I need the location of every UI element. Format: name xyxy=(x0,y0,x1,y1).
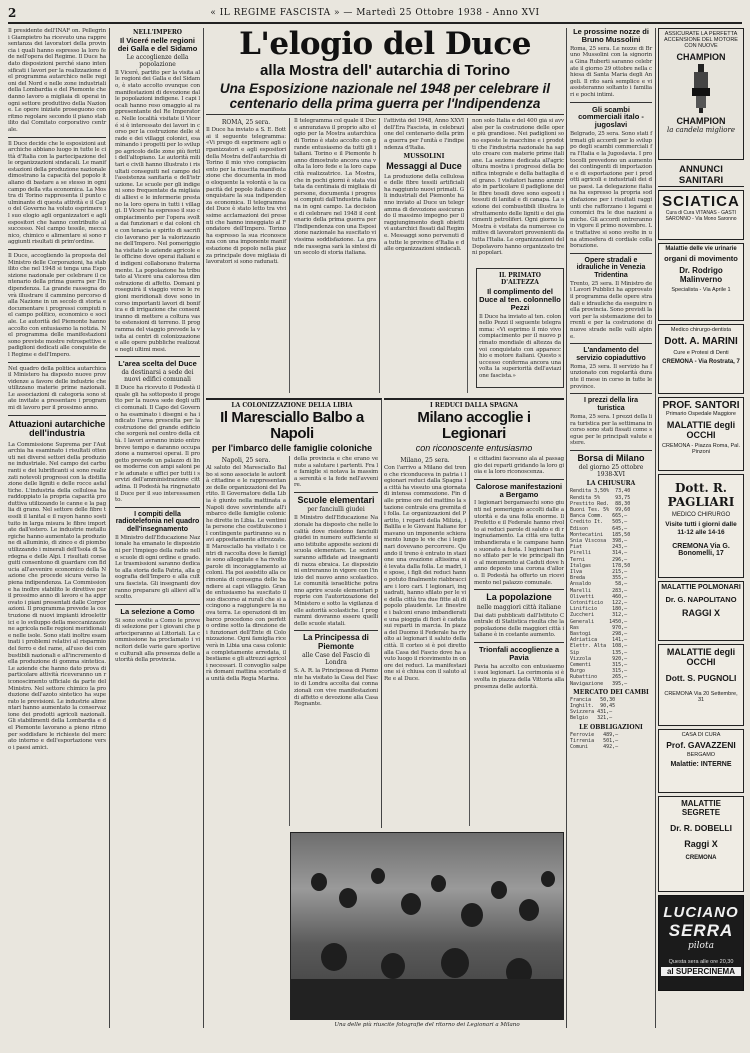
scambi-headline: Gli scambi commerciali italo - jugoslavi xyxy=(578,104,644,130)
libia-article xyxy=(206,398,382,828)
left-column xyxy=(8,28,110,1028)
legionari-photo xyxy=(290,832,564,1020)
marini-name: Dott. A. MARINI xyxy=(664,336,738,347)
body-text: Il Duce ha ricevuto il Podestà il quale gli ha sottoposto il progetto per la nuova sede degli uffici comunali. Il Capo del Governo ha esaminato i disegni e ha indicato l'area prescelta per la costruzione del grande edificio che sorgerà nel centro della città. I lavori avranno inizio entro breve tempo e daranno occupazione a numerosi operai. Il progetto prevede un palazzo di linee moderne con ampi saloni per le adunate e uffici per tutti i servizi dell'amministrazione cittadina. Il Podestà ha ringraziato il Duce per il suo interessamento. xyxy=(115,385,200,504)
body-text: Roma, 25 sera. Il servizio ha funzionato con regolarità durante il mese in corso in tutte le province. xyxy=(570,363,652,390)
champion-brand: CHAMPION xyxy=(676,52,726,62)
body-text: La Commissione Suprema per l'Autarchia ha esaminato i risultati ottenuti nei diversi settori della produzione industriale. Nel campo dei carburanti e dei lubrificanti si sono realizzati notevoli progressi con la distillazione delle ligniti e delle rocce asfaltiche. L'industria della cellulosa ha raddoppiato la propria capacità produttiva utilizzando le canne e la paglia di grano. Nel settore delle fibre tessili il lanital e il rayon hanno sostituito in larga misura le fibre importate dall'estero. Le industrie metallurgiche hanno aumentato la produzione di alluminio, di zinco e di piombo utilizzando i minerali dell'Isola di Sardegna e delle Alpi. I risultati conseguiti consentono di guardare con fiducia all'avvenire economico della Nazione che procede sicura verso la piena indipendenza. La Commissione ha inoltre stabilito le direttive per il prossimo anno di lavoro e ha approvato i piani presentati dalle Corporazioni. Il programma prevede la costruzione di nuovi impianti idroelettrici e lo sviluppo della meccanizzazione agricola nelle regioni meridionali e nelle isole. Sono stati inoltre esaminati i problemi relativi al risparmio del ferro e del rame, all'uso dei combustibili nazionali e all'incremento della produzione di gomma sintetica. Le aziende che hanno dato prova di particolare attività riceveranno un riconoscimento ufficiale da parte del Ministro. Nel settore chimico la produzione dell'azoto sintetico ha superato le previsioni. Le industrie alimentari hanno aumentato la conservazione dei prodotti agricoli nazionali. Gli stabilimenti della Lombardia e del Piemonte lavorano a pieno ritmo per soddisfare le richieste del mercato interno e dell'esportazione verso i paesi amici. xyxy=(8,441,106,751)
gavazzeni-name: Prof. GAVAZZENI xyxy=(666,740,736,750)
luciano-serra-ad xyxy=(658,895,744,991)
body-text: non solo Italia e del 400 già si avvalse per la costruzione delle opere più grandiose. Nei padiglioni sono esposte le macchine e i prodotti che l'industria nazionale ha saputo creare con materie prime italiane. La sezione dedicata all'agricoltura mostra i progressi della bonifica integrale e della battaglia del grano. I visitatori hanno ammirato in particolare il padiglione delle fibre tessili dove sono esposti i tessuti di lanital e di canapa. La sezione dei combustibili illustra lo sfruttamento delle ligniti e dei giacimenti petroliferi. Ogni giorno la Mostra è visitata da numerose comitive di lavoratori provenienti da tutta l'Italia. Le organizzazioni del Dopolavoro hanno organizzato treni popolari. xyxy=(472,118,564,257)
napolitano-line1: MALATTIE POLMONARI xyxy=(661,584,741,591)
body-text: I legionari bergamaschi sono giunti nel pomeriggio accolti dalle autorità e da una folla enorme. Il Prefetto e il Federale hanno rivolto ai reduci parole di saluto e di ringraziamento. La città era tutta imbandierata e le campane hanno suonato a festa. I legionari hanno sfilato per le vie principali fino al monumento ai Caduti dove hanno deposto una corona d'alloro. Il Podestà ha offerto un ricevimento nel palazzo comunale. xyxy=(474,500,564,586)
spagna-kicker: I REDUCI DALLA SPAGNA xyxy=(430,402,518,409)
body-text: Il Viceré, partito per la visita alle regioni dei Galla e del Sidamo, è stato accolto ovunque con manifestazioni di devozione dalle popolazioni indigene. I capi locali hanno reso omaggio al rappresentante del Re Imperatore. Nelle località visitate il Viceré si è interessato dei lavori in corso per la costruzione delle strade e dei villaggi colonici, esaminando i progetti per lo sviluppo agricolo delle zone più fertili dell'altopiano. Le autorità militari e civili hanno illustrato i risultati conseguiti nel campo dell'assistenza sanitaria e dell'istruzione. Le scuole per gli indigeni sono frequentate da migliaia di allievi e le infermerie prestano la loro opera in tutti i villaggi. Il Viceré ha espresso il suo compiacimento per l'opera svolta dai funzionari e dai coloni che con tenacia e spirito di sacrificio lavorano per la valorizzazione dell'Impero. Nel pomeriggio ha visitato le aziende agricole e le officine dove operai italiani ed indigeni collaborano fraternamente. La popolazione ha tributato al Viceré una calorosa dimostrazione di affetto. Domani proseguirà il viaggio verso le regioni meridionali dove sono in corso importanti lavori di bonifica e di irrigazione che consentiranno di mettere a coltura vaste estensioni di terreno. Il programma del viaggio prevede la visita ai centri di colonizzazione e alle opere pubbliche realizzate negli ultimi mesi. xyxy=(115,69,200,353)
malinverno-ad xyxy=(658,243,744,321)
popolazione-headline: La popolazione xyxy=(486,592,552,603)
lead-kicker: MUSSOLINI xyxy=(403,153,445,161)
obbligazioni-label: LE OBBLIGAZIONI xyxy=(579,723,643,731)
malinverno-name: Dr. Rodrigo Malinverno xyxy=(679,266,723,284)
annunci-heading: ANNUNCI SANITARI xyxy=(658,164,744,187)
trionfali-headline: Trionfali accoglienze a Pavia xyxy=(478,645,560,662)
body-text: e cittadini facevano ala al passaggio dei reparti gridando la loro gioia e la loro riconoscenza. xyxy=(474,455,564,476)
pagliari-line2: Visite tutti i giorni dalle 11-12 alle 14-16 xyxy=(665,521,737,536)
borsa-subhead: del giorno 25 ottobre 1938-XVI xyxy=(578,464,644,479)
champion-ad xyxy=(658,28,744,160)
opere-headline: Opere stradali e idrauliche in Venezia Tridentina xyxy=(576,256,646,279)
marini-line1: Medico chirurgo-dentista xyxy=(670,327,732,333)
masthead: « IL REGIME FASCISTA » — Martedì 25 Ottobre 1938 - Anno XVI xyxy=(210,8,540,18)
pugnoli-line1: MALATTIE degli OCCHI xyxy=(666,647,736,667)
radio-headline: I compiti della radiotelefonia nel quadro dell'insegnamento xyxy=(115,510,200,533)
body-text: Trento, 25 sera. Il Ministro dei Lavori Pubblici ha approvato il programma delle opere stradali e idrauliche da eseguire nella provincia. Sono previsti lavori per la sistemazione dei torrenti e per la costruzione di nuove strade nelle valli alpine. xyxy=(570,280,652,340)
page-number: 2 xyxy=(8,6,17,20)
bonds-table: Ferrovie 489,— Tirrenia 501,— Comuni 492,— xyxy=(570,731,619,751)
primato-headline: Il complimento del Duce al ten. colonnello Pezzi xyxy=(479,287,561,312)
luciano-title3: pilota xyxy=(688,941,714,951)
body-text: della provincia e che erano venute a salutare i partenti. Fra le famiglie si notava la massima serenità e la fede nell'avvenire. xyxy=(294,455,378,489)
bergamo-headline: Calorose manifestazioni a Bergamo xyxy=(475,481,563,499)
lead-dateline: ROMA, 25 sera. xyxy=(221,119,271,127)
libia-dateline: Napoli, 25 sera. xyxy=(221,456,271,464)
scuole-subhead: per fanciulli giudei xyxy=(307,506,365,514)
stock-table: Rendita 3,50% 73,40 Rendita 5% 93,75 Prestito Red. 88,30 Buoni Tes. 5% 99,60 Banca Comm. 665,— Credito It. 505,— Edison 645,— Montecatini 185,50 Snia Viscosa 398,— Fiat 243,— Pirelli 314,— Terni 296,— Italgas 178,50 Ilva 215,— Breda 355,— Ansaldo 58,— Marelli 283,— Olivetti 460,— Cotonificio 122,— Linificio 180,— Zuccheri 312,— Generali 1450,— Ras 970,— Bastogi 298,— Adriatica 141,— Elettr. Alta 108,— Sip 135,— Vizzola 920,— Cementi 315,— Burgo 315,— Rubattino 265,— Navigazione 395,— xyxy=(570,488,631,687)
marini-line3: CREMONA - Via Rostrata, 7 xyxy=(662,359,740,365)
pugnoli-name: Dott. S. PUGNOLI xyxy=(665,673,737,683)
body-text: Il Duce ha inviato al ten. colonnello Pezzi il seguente telegramma: «Vi esprimo il mio vivo compiacimento per il nuovo primato mondiale di altezza da voi conquistato con apparecchio e motore italiani. Questo successo conferma ancora una volta la superiorità dell'aviazione fascista.» xyxy=(479,313,561,379)
body-text: l'attività del 1948, Anno XXVI dell'Era Fascista, in celebrazione del centenario della prima guerra per l'unità e l'indipendenza d'Italia. xyxy=(384,118,464,151)
body-text: Il Duce decide che le esposizioni autarchiche abbiano luogo in tutte le città d'Italia con la partecipazione delle organizzazioni sindacali. Le manifestazioni della produzione nazionale dimostrano la capacità del popolo italiano di bastare a se stesso in ogni campo della vita economica. La Mostra di Torino rappresenta il punto culminante di questa attività e il Capo del Governo ha voluto esprimere il suo elogio agli organizzatori e agli espositori che hanno contribuito al successo. Nel campo tessile, meccanico, chimico e alimentare si sono raggiunti risultati di prim'ordine. xyxy=(8,140,106,246)
nozze-headline: Le prossime nozze di Bruno Mussolini xyxy=(573,28,649,44)
body-text: Dai dati pubblicati dall'Istituto Centrale di Statistica risulta che la popolazione delle maggiori città italiane è in costante aumento. xyxy=(474,612,564,639)
luciano-cinema: al SUPERCINEMA xyxy=(661,967,741,976)
chiusura-label: LA CHIUSURA xyxy=(586,480,636,488)
body-text: Il Ministro dell'Educazione Nazionale ha emanato le disposizioni per l'impiego della radio nelle scuole di ogni ordine e grado. Le trasmissioni saranno dedicate alla storia della Patria, alla geografia dell'Impero e alla cultura fascista. Gli insegnanti dovranno preparare gli allievi all'ascolto. xyxy=(115,534,200,601)
champion-tagline: ASSICURATE LA PERFETTA ACCENSIONE DEL MOTORE CON NUOVE xyxy=(664,31,738,49)
champion-brand-2: CHAMPION xyxy=(676,116,726,126)
sciatica-ad xyxy=(658,190,744,240)
photo-caption: Una delle più riuscite fotografie del ritorno dei Legionari a Milano xyxy=(334,1022,520,1028)
autarchy-headline: Attuazioni autarchiche dell'industria xyxy=(8,418,106,439)
libia-subhead: per l'imbarco delle famiglie coloniche xyxy=(211,442,373,453)
body-text: S. A. R. la Principessa di Piemonte ha visitato la Casa del Fascio di Londra accolta dai connazionali con vive manifestazioni di affetto e devozione alla Casa Regnante. xyxy=(294,668,378,708)
pugnoli-ad xyxy=(658,644,744,726)
area-subhead: da destinarsi a sede dei nuovi edifici comunali xyxy=(121,369,194,384)
principessa-headline: La Principessa di Piemonte xyxy=(303,633,369,651)
page-header xyxy=(8,4,742,24)
dobelli-line1: MALATTIE SEGRETE xyxy=(681,799,721,817)
ads-column xyxy=(658,28,744,1028)
exchange-table: Francia 50,30 Inghilt. 90,45 Svizzera 431,— Belgio 321,— xyxy=(570,696,616,722)
santori-ad xyxy=(658,397,744,471)
scuole-headline: Scuole elementari xyxy=(297,494,375,505)
luciano-title1: LUCIANO xyxy=(663,904,739,921)
dobelli-line3: CREMONA xyxy=(685,855,717,861)
marini-ad xyxy=(658,324,744,394)
luciano-time: Questa sera alle ore 20,30 xyxy=(668,959,734,965)
spagna-headline: Milano accoglie i Legionari xyxy=(417,409,531,442)
santori-name: PROF. SANTORI xyxy=(662,400,740,411)
body-text: Il Duce ha inviato a S. E. Bottai il seguente telegramma: «Vi prego di esprimere agli organizzatori e agli espositori della Mostra dell'autarchia di Torino il mio vivo compiacimento per la riuscita manifestazione che documenta in modo eloquente la volontà e la capacità del popolo italiano di conquistare la sua indipendenza economica. Il telegramma del Duce è stato letto tra vivissime acclamazioni dei presenti che hanno inneggiato al Fondatore dell'Impero. Torino ha espresso la sua riconoscenza con una imponente manifestazione di popolo nella piazza principale dove migliaia di lavoratori si sono radunati. xyxy=(206,127,286,266)
principessa-subhead: alle Case del Fascio di Londra xyxy=(302,652,370,667)
malinverno-line3: Specialista - Via Aprile 1 xyxy=(671,287,731,293)
lead-headline: L'elogio del Duce xyxy=(239,26,531,62)
gavazzeni-line1: CASA DI CURA xyxy=(681,732,721,738)
napolitano-name: Dr. G. NAPOLITANO xyxy=(665,595,737,604)
napolitano-ad xyxy=(658,581,744,641)
santori-line2: MALATTIE degli OCCHI xyxy=(666,420,736,440)
primato-box xyxy=(476,268,564,388)
impero-subhead: Le accoglienze della popolazione xyxy=(126,53,189,68)
body-text: Al saluto del Maresciallo Balbo si sono associate le autorità cittadine e le rappresentanze delle organizzazioni del Partito. Il Governatore della Libia è giunto nella mattinata a Napoli dove sovrintende all'imbarco delle famiglie coloniche dirette in Libia. Le ventimila persone che costituiscono il contingente partiranno su navi appositamente attrezzate. Il Maresciallo ha visitato i centri di raccolta dove le famiglie sono alloggiate e ha rivolto parole di incoraggiamento ai coloni. Ha poi assistito alla cerimonia di consegna delle bandiere ai capi villaggio. Grande entusiasmo ha suscitato il suo discorso ai rurali che si accingono a raggiungere la nuova terra. Le operazioni di imbarco procedono con perfetto ordine sotto la direzione dei funzionari dell'Ente di Colonizzazione. Ogni famiglia riceverà in Libia una casa colonica completamente arredata, il bestiame e gli attrezzi agricoli necessari. Il convoglio salperà domani mattina scortato da unità della Regia Marina. xyxy=(206,464,286,682)
pagliari-line1: MEDICO CHIRURGO xyxy=(671,512,731,518)
body-text: Il presidente dell'INAF on. Pellegrini Giampietro ha ricevuto una rappresentanza dei lavoratori della provincia i quali hanno espresso la loro fede nell'opera del Regime. Il Duce ha dato disposizioni perché siano intensificati i lavori per la realizzazione del programma autarchico nelle regioni del Nord e nelle zone industriali della Lombardia e del Piemonte che danno lavoro a migliaia di operai in ogni settore produttivo della Nazione. Le opere iniziate proseguono con ritmo regolare secondo il piano stabilito dal Comitato corporativo centrale. xyxy=(8,28,106,133)
spagna-dateline: Milano, 25 sera. xyxy=(400,456,450,464)
mercato-label: MERCATO DEI CAMBI xyxy=(573,688,649,696)
messaggi-headline: Messaggi al Duce xyxy=(386,161,462,172)
body-text: Roma, 25 sera. Le nozze di Bruno Mussolini con la signorina Gina Ruberti saranno celebrate il giorno 29 ottobre nella chiesa di Santa Maria degli Angeli. Il rito sarà semplice e vi assisteranno soltanto i familiari e pochi intimi. xyxy=(570,45,652,98)
body-text: Il Ministro dell'Educazione Nazionale ha disposto che nelle località dove risiedono fanciulli giudei in numero sufficiente siano istituite apposite sezioni di scuola elementare. Le sezioni saranno affidate ad insegnanti di razza ebraica. Le disposizioni entreranno in vigore con l'inizio del nuovo anno scolastico. Le comunità israelitiche potranno aprire scuole elementari proprie con l'autorizzazione del Ministero e sotto la vigilanza delle autorità scolastiche. I programmi dovranno essere quelli delle scuole statali. xyxy=(294,515,378,627)
malinverno-line1: Malattie delle vie urinarie xyxy=(665,246,737,252)
body-text: Nel quadro della politica autarchica il Ministero ha disposto nuove provvidenze a favore delle industrie che utilizzano materie prime nazionali. Le associazioni di categoria sono state invitate a presentare i programmi di lavoro per il prossimo anno. xyxy=(8,365,106,412)
body-text: Si sono svolte a Como le prove di selezione per i giovani che parteciperanno ai Littoriali. La commissione ha proclamato i vincitori delle varie gare sportive e culturali alla presenza delle autorità della provincia. xyxy=(115,617,200,664)
spark-plug-icon xyxy=(686,64,716,114)
body-text: La produzione della cellulosa e delle fibre tessili artificiali ha raggiunto nuovi primati. Gli industriali del Piemonte hanno inviato al Duce un telegramma di devozione assicurando il massimo impegno per il raggiungimento degli obiettivi autarchici fissati dal Regime. Messaggi sono pervenuti da tutte le province d'Italia e dalle organizzazioni sindacali. xyxy=(384,173,464,253)
santori-line3: CREMONA - Piazza Roma, Pal. Pinzoni xyxy=(662,443,740,455)
gavazzeni-line3: Malattie: INTERNE xyxy=(670,761,732,768)
body-text: Il Duce, accogliendo la proposta del Ministro delle Corporazioni, ha stabilito che nel 1948 si tenga una Esposizione nazionale per celebrare il centenario della prima guerra per l'Indipendenza. La grande rassegna dovrà illustrare il cammino percorso dalla Nazione in un secolo di storia e documentare i progressi compiuti nel campo politico, economico e sociale. Le autorità del Piemonte hanno accolto con entusiasmo la notizia. Nel programma delle manifestazioni sono previste mostre retrospettive e padiglioni dedicati alle conquiste del Regime e dell'Impero. xyxy=(8,253,106,358)
spagna-article xyxy=(384,398,564,828)
column-6 xyxy=(566,28,656,1028)
pagliari-name: Dott. R. PAGLIARI xyxy=(667,481,735,509)
lead-deck: Una Esposizione nazionale nel 1948 per celebrare il centenario della prima guerra per l'Indipendenza xyxy=(206,81,564,115)
body-text: Belgrado, 25 sera. Sono stati firmati gli accordi per lo sviluppo degli scambi commerciali fra l'Italia e la Jugoslavia. I protocolli prevedono un aumento dei contingenti di importazione e di esportazione per i prodotti agricoli e industriali dei due paesi. La delegazione italiana ha espresso la propria soddisfazione per i risultati raggiunti che rafforzano i legami economici fra le due nazioni amiche. Gli accordi entreranno in vigore il primo novembre. Le trattative si sono svolte in una atmosfera di cordiale collaborazione. xyxy=(570,131,652,250)
spagna-subhead: con riconoscente entusiasmo xyxy=(415,442,533,453)
libia-kicker: LA COLONIZZAZIONE DELLA LIBIA xyxy=(231,402,353,409)
body-text: Roma, 25 sera. I prezzi della lira turistica per la settimana in corso sono stati fissati come segue per le principali valute estere. xyxy=(570,413,652,447)
luciano-title2: SERRA xyxy=(668,921,734,940)
pugnoli-line2: CREMONA Via 20 Settembre, 31 xyxy=(664,691,738,703)
dobelli-name: Dr. R. DOBELLI xyxy=(670,823,732,833)
impero-kicker: NELL'IMPERO xyxy=(132,29,183,36)
sciatica-title: SCIATICA xyxy=(662,193,740,210)
como-headline: La selezione a Como xyxy=(120,606,195,616)
marini-line2: Cure e Protesi di Denti xyxy=(673,350,729,356)
napolitano-line2: RAGGI X xyxy=(681,608,720,618)
pagliari-ad xyxy=(658,474,744,578)
champion-slogan: la candela migliore xyxy=(666,126,736,134)
impero-headline: Il Viceré nelle regioni dei Galla e del Sidamo xyxy=(117,36,198,53)
libia-headline: Il Maresciallo Balbo a Napoli xyxy=(220,409,364,442)
lead-subhead: alla Mostra dell' autarchia di Torino xyxy=(259,61,510,79)
gavazzeni-line2: BERGAMO xyxy=(686,752,716,758)
body-text: Con l'arrivo a Milano del treno che riconduceva in patria i legionari reduci dalla Spagna la città ha vissuto una giornata di intensa commozione. Fin dalle prime ore del mattino la stazione centrale era gremita di folla. Le organizzazioni del Partito, i reparti della Milizia, i Balilla e le Giovani Italiane formavano un imponente schieramento lungo le vie che i legionari dovevano percorrere. Quando il treno è entrato in stazione una ovazione altissima si è levata dalla folla. Le madri, le spose, i figli dei reduci hanno potuto finalmente riabbracciare i loro cari. I legionari, inquadrati, hanno sfilato per le vie della città tra due fitte ali di popolo plaudente. Le finestre e i balconi erano imbandierati e una pioggia di fiori è caduta sui reparti in marcia. In piazza del Duomo il Federale ha rivolto ai legionari il saluto della città. Il corteo si è poi diretto alla Casa del Fascio dove ha avuto luogo il ricevimento in onore dei reduci. La manifestazione si è chiusa con il saluto al Re e al Duce. xyxy=(384,464,467,682)
body-text: Il telegramma col quale il Duce annunziava il proprio alto elogio per la Mostra autarchica di Torino è stato accolto con grande entusiasmo da tutti gli italiani. Torino e il Piemonte hanno dimostrato ancora una volta la loro fede e la loro capacità realizzatrice. La Mostra, che in pochi giorni è stata visitata da centinaia di migliaia di persone, documenta i progressi compiuti dall'industria italiana in ogni campo. La decisione di celebrare nel 1948 il centenario della prima guerra per l'Indipendenza con una Esposizione nazionale ha suscitato vivissima soddisfazione. La grande rassegna sarà la sintesi di un secolo di storia italiana. xyxy=(294,118,376,257)
santori-line1: Primario Ospedale Maggiore xyxy=(665,411,736,417)
primato-kicker: IL PRIMATO D'ALTEZZA xyxy=(498,272,542,286)
andamento-headline: L'andamento del servizio copiaduttivo xyxy=(576,347,646,362)
borsa-headline: Borsa di Milano xyxy=(577,452,645,463)
pagliari-line3: CREMONA Via G. Bonomelli, 17 xyxy=(672,543,730,557)
prezzi-headline: I prezzi della lira turistica xyxy=(583,397,639,412)
dobelli-ad xyxy=(658,796,744,892)
area-headline: L'area scelta del Duce xyxy=(118,359,197,369)
column-2 xyxy=(112,28,204,1028)
sciatica-body: Cura di Cura VITANAS - GASTI SARONNO - Via Mono Saronno xyxy=(665,210,737,222)
gavazzeni-ad xyxy=(658,729,744,793)
popolazione-subhead: nelle maggiori città italiane xyxy=(476,603,562,611)
body-text: Pavia ha accolto con entusiasmo i suoi legionari. La cerimonia si è svolta in piazza della Vittoria alla presenza delle autorità. xyxy=(474,663,564,690)
malinverno-line2: organi di movimento xyxy=(664,254,738,263)
dobelli-line2: Raggi X xyxy=(684,839,718,849)
